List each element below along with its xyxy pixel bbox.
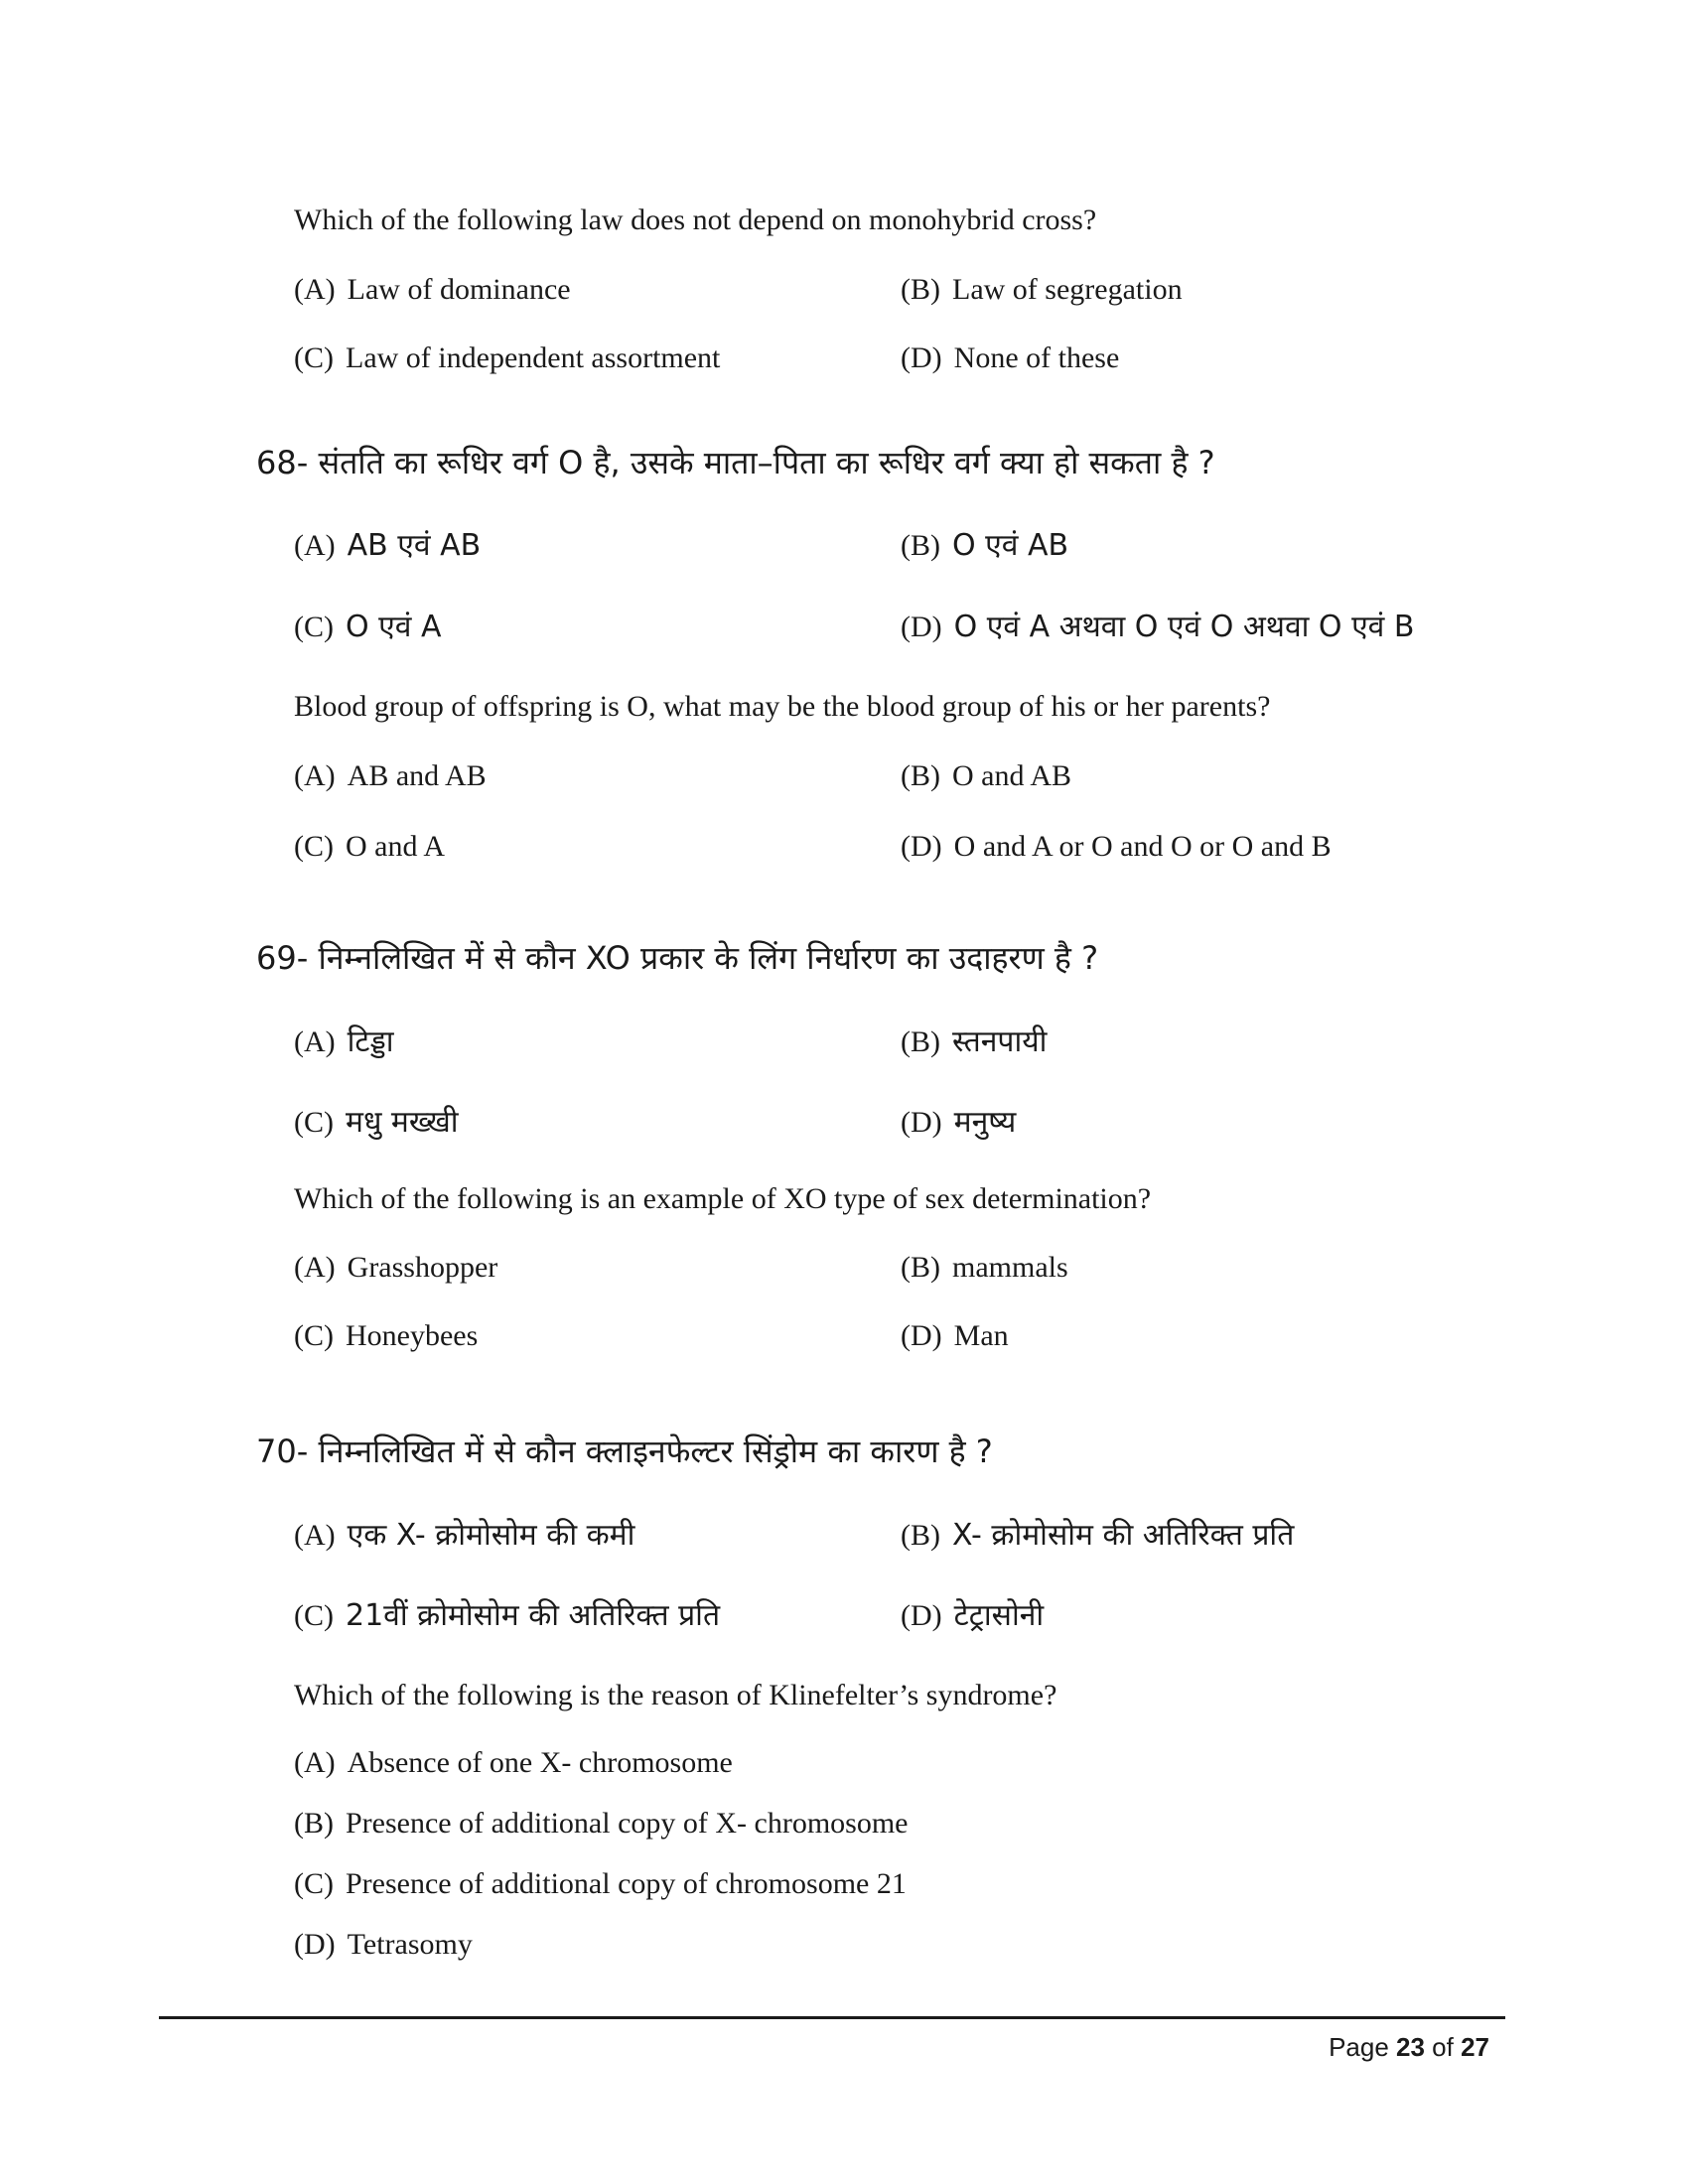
q69-question-english: Which of the following is an example of XO type of sex determination? <box>294 1182 1152 1215</box>
q70-option-b-hindi: (B) X- क्रोमोसोम की अतिरिक्त प्रति <box>901 1518 1295 1553</box>
q67-option-d: (D) None of these <box>901 341 1120 374</box>
q69-option-b-hindi: (B) स्तनपायी <box>901 1024 1048 1059</box>
q70-option-a-hindi: (A) एक X- क्रोमोसोम की कमी <box>294 1518 635 1553</box>
q67-option-a: (A) Law of dominance <box>294 273 571 306</box>
q69-option-a-hindi: (A) टिड्डा <box>294 1024 394 1059</box>
q70-option-d-hindi: (D) टेट्रासोनी <box>901 1598 1045 1633</box>
q68-option-a: (A) AB and AB <box>294 759 487 792</box>
q70-question-english: Which of the following is the reason of Klinefelter’s syndrome? <box>294 1679 1057 1711</box>
q69-option-c-hindi: (C) मधु मख्खी <box>294 1105 459 1140</box>
q68-option-c-hindi: (C) O एवं A <box>294 610 442 644</box>
q70-option-a: (A) Absence of one X- chromosome <box>294 1746 733 1779</box>
page-number: Page 23 of 27 <box>1329 2032 1489 2062</box>
q68-option-c: (C) O and A <box>294 830 445 863</box>
q67-question-english: Which of the following law does not depend on monohybrid cross? <box>294 204 1097 236</box>
q67-option-c: (C) Law of independent assortment <box>294 341 721 374</box>
q70-question-hindi: 70- निम्नलिखित में से कौन क्लाइनफेल्टर सिंड्रोम का कारण है ? <box>256 1433 993 1470</box>
q69-option-b: (B) mammals <box>901 1251 1068 1284</box>
q70-option-c-hindi: (C) 21वीं क्रोमोसोम की अतिरिक्त प्रति <box>294 1598 721 1633</box>
q69-option-d-hindi: (D) मनुष्य <box>901 1105 1017 1140</box>
q68-option-a-hindi: (A) AB एवं AB <box>294 528 482 563</box>
q70-option-b: (B) Presence of additional copy of X- chromosome <box>294 1807 909 1840</box>
q69-option-a: (A) Grasshopper <box>294 1251 498 1284</box>
q68-option-d: (D) O and A or O and O or O and B <box>901 830 1332 863</box>
q70-option-d: (D) Tetrasomy <box>294 1928 473 1961</box>
q68-question-hindi: 68- संतति का रूधिर वर्ग O है, उसके माता–पिता का रूधिर वर्ग क्या हो सकता है ? <box>256 444 1215 481</box>
q68-question-english: Blood group of offspring is O, what may be the blood group of his or her parents? <box>294 690 1271 723</box>
q69-option-d: (D) Man <box>901 1319 1009 1352</box>
q68-option-d-hindi: (D) O एवं A अथवा O एवं O अथवा O एवं B <box>901 610 1415 644</box>
q68-option-b: (B) O and AB <box>901 759 1071 792</box>
footer-divider <box>159 2016 1505 2019</box>
q68-option-b-hindi: (B) O एवं AB <box>901 528 1069 563</box>
q69-question-hindi: 69- निम्नलिखित में से कौन XO प्रकार के लिंग निर्धारण का उदाहरण है ? <box>256 939 1099 977</box>
q67-option-b: (B) Law of segregation <box>901 273 1183 306</box>
q69-option-c: (C) Honeybees <box>294 1319 479 1352</box>
q70-option-c: (C) Presence of additional copy of chromosome 21 <box>294 1867 907 1900</box>
